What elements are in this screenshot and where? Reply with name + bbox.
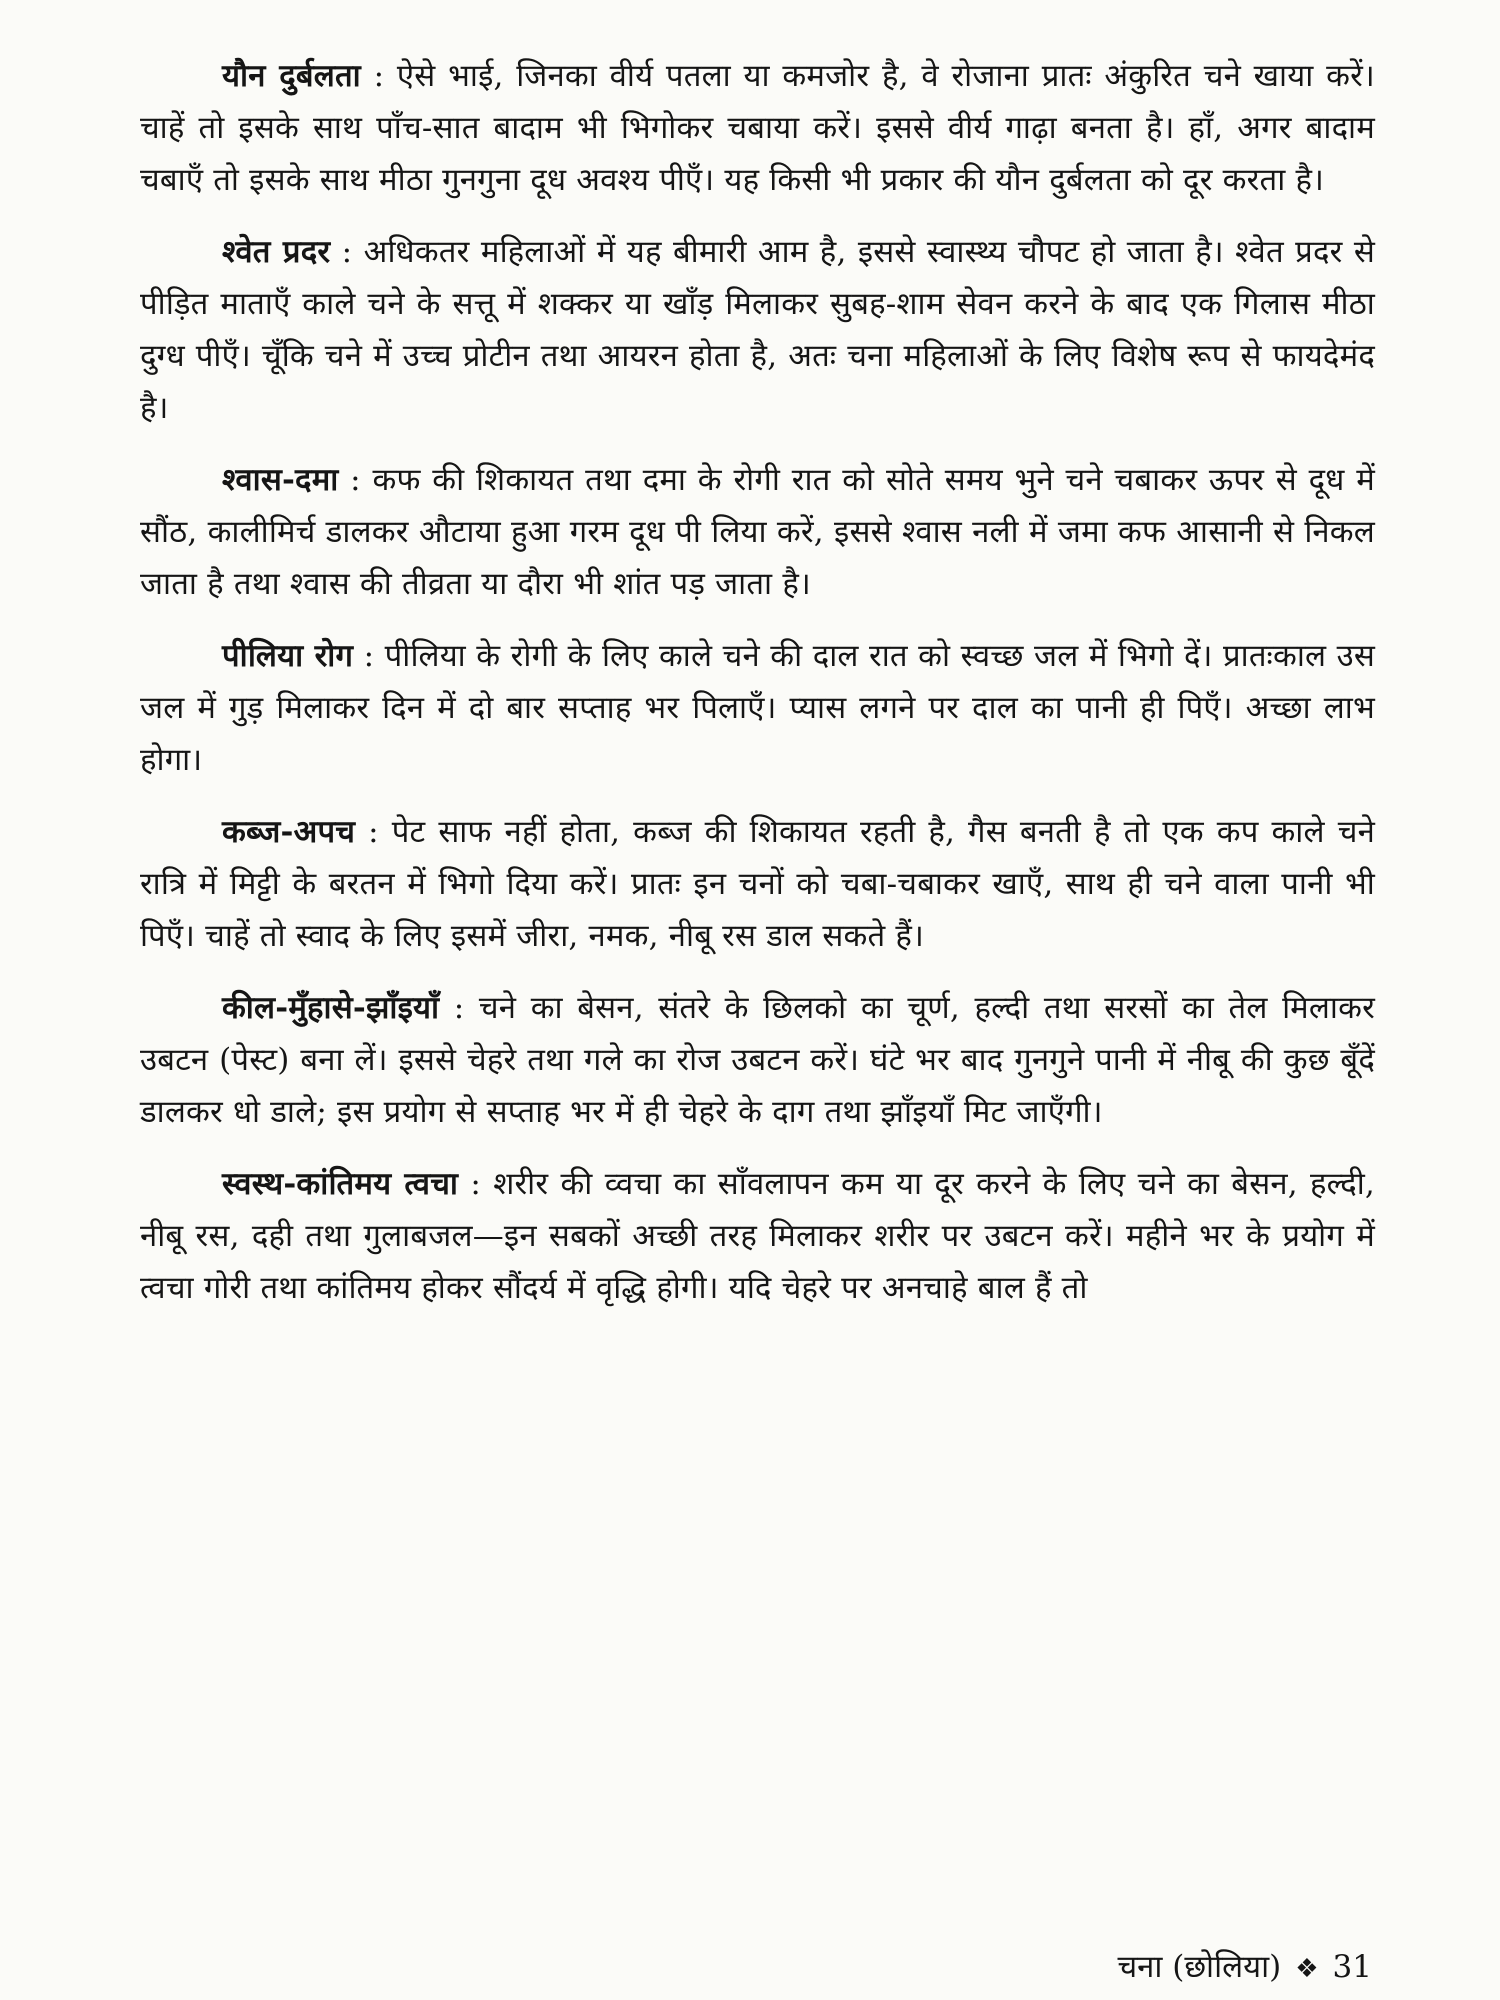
heading-separator: :: [353, 638, 385, 674]
paragraph-text: कफ की शिकायत तथा दमा के रोगी रात को सोते समय भुने चने चबाकर ऊपर से दूध में सौंठ, कालीमिर्च डालकर औटाया हुआ गरम दूध पी लिया करें, इससे श्वास नली में जमा कफ आसानी से निकल जाता है तथा श्वास की तीव्रता या दौरा भी शांत पड़ जाता है।: [140, 462, 1375, 602]
paragraph-text: अधिकतर महिलाओं में यह बीमारी आम है, इससे स्वास्थ्य चौपट हो जाता है। श्वेत प्रदर से पीड़ित माताएँ काले चने के सत्तू में शक्कर या खाँड़ मिलाकर सुबह-शाम सेवन करने के बाद एक गिलास मीठा दुग्ध पीएँ। चूँकि चने में उच्च प्रोटीन तथा आयरन होता है, अतः चना महिलाओं के लिए विशेष रूप से फायदेमंद है।: [140, 234, 1375, 426]
paragraph-heading: स्वस्थ-कांतिमय त्वचा: [222, 1166, 459, 1202]
paragraph-piliya-rog: [140, 630, 1375, 786]
paragraph-kabj-apach: [140, 806, 1375, 962]
paragraph-shwas-dama: [140, 454, 1375, 610]
paragraph-text: पेट साफ नहीं होता, कब्ज की शिकायत रहती है, गैस बनती है तो एक कप काले चने रात्रि में मिट्टी के बरतन में भिगो दिया करें। प्रातः इन चनों को चबा-चबाकर खाएँ, साथ ही चने वाला पानी भी पिएँ। चाहें तो स्वाद के लिए इसमें जीरा, नमक, नीबू रस डाल सकते हैं।: [140, 814, 1375, 954]
paragraph-heading: श्वेत प्रदर: [222, 234, 331, 270]
ornament-icon: ❖: [1295, 1954, 1319, 1984]
heading-separator: :: [439, 990, 479, 1026]
heading-separator: :: [458, 1166, 494, 1202]
paragraph-heading: कील-मुँहासे-झाँइयाँ: [222, 990, 440, 1026]
page-body: [140, 50, 1375, 1334]
paragraph-text: चने का बेसन, संतरे के छिलको का चूर्ण, हल्दी तथा सरसों का तेल मिलाकर उबटन (पेस्ट) बना लें। इससे चेहरे तथा गले का रोज उबटन करें। घंटे भर बाद गुनगुने पानी में नीबू की कुछ बूँदें डालकर धो डाले; इस प्रयोग से सप्ताह भर में ही चेहरे के दाग तथा झाँइयाँ मिट जाएँगी।: [140, 990, 1375, 1130]
paragraph-swasth-twacha: [140, 1158, 1375, 1314]
heading-separator: :: [338, 462, 373, 498]
heading-separator: :: [360, 58, 397, 94]
page-number: 31: [1332, 1949, 1372, 1985]
paragraph-yaun-durbalta: [140, 50, 1375, 206]
heading-separator: :: [355, 814, 392, 850]
paragraph-text: पीलिया के रोगी के लिए काले चने की दाल रात को स्वच्छ जल में भिगो दें। प्रातःकाल उस जल में गुड़ मिलाकर दिन में दो बार सप्ताह भर पिलाएँ। प्यास लगने पर दाल का पानी ही पिएँ। अच्छा लाभ होगा।: [140, 638, 1375, 778]
paragraph-keel-muhase: [140, 982, 1375, 1138]
heading-separator: :: [330, 234, 364, 270]
running-title: चना (छोलिया): [1117, 1949, 1282, 1985]
paragraph-heading: श्वास-दमा: [222, 462, 339, 498]
paragraph-heading: कब्ज-अपच: [222, 814, 356, 850]
paragraph-text: शरीर की व्वचा का साँवलापन कम या दूर करने के लिए चने का बेसन, हल्दी, नीबू रस, दही तथा गुलाबजल—इन सबकों अच्छी तरह मिलाकर शरीर पर उबटन करें। महीने भर के प्रयोग में त्वचा गोरी तथा कांतिमय होकर सौंदर्य में वृद्धि होगी। यदि चेहरे पर अनचाहे बाल हैं तो: [140, 1166, 1375, 1306]
paragraph-heading: यौन दुर्बलता: [222, 58, 361, 94]
paragraph-text: ऐसे भाई, जिनका वीर्य पतला या कमजोर है, वे रोजाना प्रातः अंकुरित चने खाया करें। चाहें तो इसके साथ पाँच-सात बादाम भी भिगोकर चबाया करें। इससे वीर्य गाढ़ा बनता है। हाँ, अगर बादाम चबाएँ तो इसके साथ मीठा गुनगुना दूध अवश्य पीएँ। यह किसी भी प्रकार की यौन दुर्बलता को दूर करता है।: [140, 58, 1375, 198]
paragraph-shwet-pradar: [140, 226, 1375, 434]
page-footer: [1117, 1947, 1372, 1989]
paragraph-heading: पीलिया रोग: [222, 638, 354, 674]
